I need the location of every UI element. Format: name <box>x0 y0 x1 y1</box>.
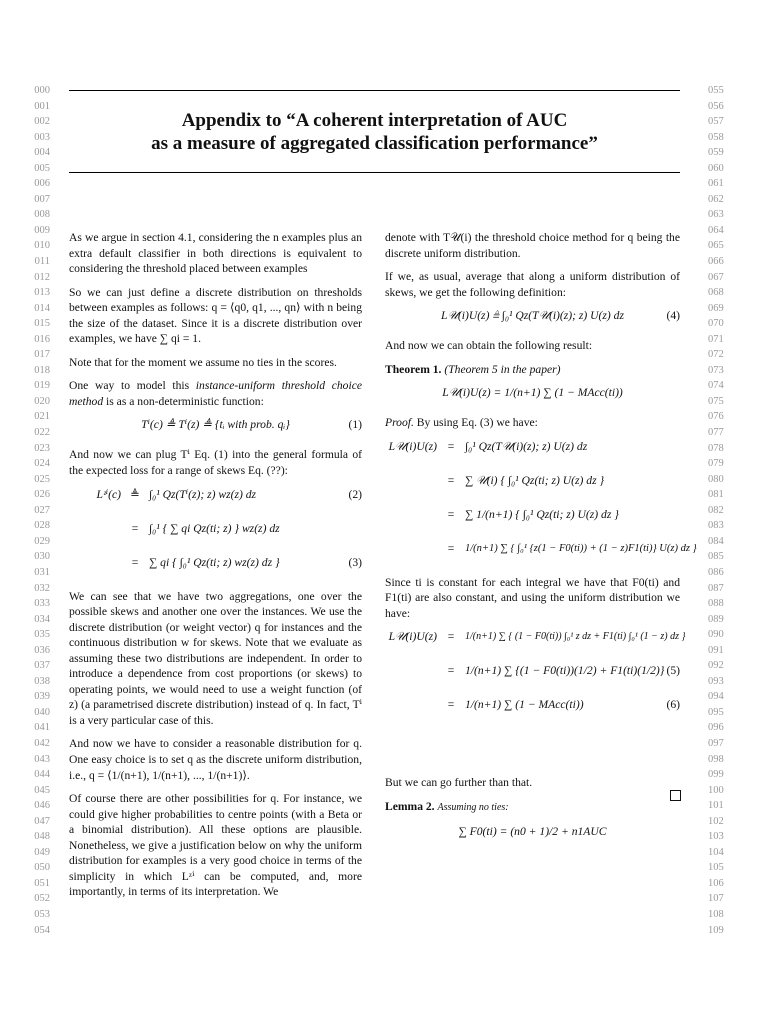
line-number: 052 <box>34 893 50 905</box>
line-number: 024 <box>34 458 50 470</box>
proof-row: = ∑ 1/(n+1) { ∫₀¹ Qz(ti; z) U(z) dz } <box>447 507 619 521</box>
proof-row: L𝒰(i)U(z) = ∫₀¹ Qz(T𝒰(i)(z); z) U(z) dz <box>388 439 588 453</box>
line-number: 014 <box>34 302 50 314</box>
paragraph: As we argue in section 4.1, considering the n examples plus an extra default classifier in both directions is equivalent to considering the threshold placed between examples <box>69 231 362 276</box>
line-number: 065 <box>708 240 724 252</box>
line-number: 081 <box>708 489 724 501</box>
equation-6: = 1/(n+1) ∑ (1 − MAcc(ti)) (6) <box>447 698 680 712</box>
paragraph: But we can go further than that. <box>385 776 533 790</box>
theorem-equation: L𝒰(i)U(z) = 1/(n+1) ∑ (1 − MAcc(ti)) <box>442 386 623 400</box>
line-number: 085 <box>708 551 724 563</box>
line-number: 066 <box>708 256 724 268</box>
line-number: 050 <box>34 862 50 874</box>
line-number: 005 <box>34 162 50 174</box>
equation-1: Tⁱ(c) ≜ Tⁱ(z) ≜ {tᵢ with prob. qᵢ} (1) <box>141 418 362 432</box>
line-number: 108 <box>708 908 724 920</box>
line-number: 035 <box>34 629 50 641</box>
paragraph: Since ti is constant for each integral we have that F0(ti) and F1(ti) are also constant, and using the uniform distribution we have: <box>385 575 680 620</box>
paragraph: Of course there are other possibilities for q. For instance, we could give higher probabilities to centre points (with a Beta or a binomial distribution). All these options are plausible. Nonetheless, we give a justification below on why the uniform distribution for examples is a very good choice in terms of the simplicity in which Lᶻⁱ can be computed, and, more importantly, in terms of its interpretation. We <box>69 792 362 899</box>
line-number: 064 <box>708 224 724 236</box>
line-number: 023 <box>34 442 50 454</box>
line-number: 089 <box>708 613 724 625</box>
line-number: 103 <box>708 831 724 843</box>
line-number: 086 <box>708 566 724 578</box>
paragraph: And now we can plug Tⁱ Eq. (1) into the general formula of the expected loss for a range of skews Eq. (??): <box>69 448 362 478</box>
equation-4: L𝒰(i)U(z) ≜ ∫₀¹ Qz(T𝒰(i)(z); z) U(z) dz (4) <box>441 309 680 323</box>
line-numbers-right <box>708 83 738 938</box>
line-numbers-left <box>20 83 50 938</box>
line-number: 022 <box>34 427 50 439</box>
line-number: 033 <box>34 598 50 610</box>
line-number: 034 <box>34 613 50 625</box>
qed-box <box>670 790 681 801</box>
line-number: 016 <box>34 333 50 345</box>
line-number: 075 <box>708 395 724 407</box>
line-number: 101 <box>708 800 724 812</box>
line-number: 031 <box>34 566 50 578</box>
line-number: 019 <box>34 380 50 392</box>
equation-number: (2) <box>348 487 362 501</box>
line-number: 070 <box>708 318 724 330</box>
line-number: 020 <box>34 395 50 407</box>
proof-row: = 1/(n+1) ∑ { ∫₀¹ {z(1 − F0(ti)) + (1 − z)F1(ti)} U(z) dz } <box>447 541 697 555</box>
line-number: 004 <box>34 147 50 159</box>
line-number: 084 <box>708 535 724 547</box>
line-number: 090 <box>708 629 724 641</box>
top-rule <box>69 90 680 91</box>
proof-row: = ∑ 𝒰(i) { ∫₀¹ Qz(ti; z) U(z) dz } <box>447 473 605 487</box>
equation-2b: = ∫₀¹ { ∑ qi Qz(ti; z) } wz(z) dz <box>131 521 280 535</box>
title-bottom-rule <box>69 172 680 173</box>
paragraph: And now we have to consider a reasonable distribution for q. One easy choice is to set q as the discrete uniform distribution, i.e., q = ⟨1/(n+1), 1/(n+1), ..., 1/(n+1)⟩. <box>69 737 362 782</box>
line-number: 045 <box>34 784 50 796</box>
line-number: 083 <box>708 520 724 532</box>
line-number: 077 <box>708 427 724 439</box>
line-number: 063 <box>708 209 724 221</box>
proof: Proof. By using Eq. (3) we have: <box>385 416 538 430</box>
line-number: 105 <box>708 862 724 874</box>
line-number: 037 <box>34 660 50 672</box>
left-column <box>69 230 362 908</box>
line-number: 055 <box>708 85 724 96</box>
line-number: 080 <box>708 473 724 485</box>
paragraph: Note that for the moment we assume no ties in the scores. <box>69 355 337 369</box>
line-number: 071 <box>708 333 724 345</box>
line-number: 098 <box>708 753 724 765</box>
line-number: 094 <box>708 691 724 703</box>
line-number: 041 <box>34 722 50 734</box>
line-number: 087 <box>708 582 724 594</box>
line-number: 028 <box>34 520 50 532</box>
line-number: 082 <box>708 504 724 516</box>
line-number: 057 <box>708 116 724 128</box>
equation-number: (3) <box>348 555 362 569</box>
lemma-equation: ∑ F0(ti) = (n0 + 1)/2 + n1AUC <box>458 824 607 838</box>
line-number: 059 <box>708 147 724 159</box>
line-number: 018 <box>34 364 50 376</box>
title-line-1: Appendix to “A coherent interpretation of AUC <box>181 110 568 131</box>
equation-row: L𝒰(i)U(z) = 1/(n+1) ∑ { (1 − F0(ti)) ∫₀¹ z dz + F1(ti) ∫₀¹ (1 − z) dz } <box>388 630 686 644</box>
line-number: 067 <box>708 271 724 283</box>
line-number: 051 <box>34 877 50 889</box>
line-number: 000 <box>34 85 50 96</box>
line-number: 095 <box>708 706 724 718</box>
line-number: 043 <box>34 753 50 765</box>
line-number: 093 <box>708 675 724 687</box>
line-number: 053 <box>34 908 50 920</box>
line-number: 021 <box>34 411 50 423</box>
right-column <box>385 230 697 854</box>
line-number: 025 <box>34 473 50 485</box>
line-number: 007 <box>34 193 50 205</box>
line-number: 049 <box>34 846 50 858</box>
line-number: 011 <box>34 256 50 268</box>
lemma: Lemma 2. Assuming no ties: <box>385 800 509 814</box>
line-number: 091 <box>708 644 724 656</box>
line-number: 061 <box>708 178 724 190</box>
line-number: 078 <box>708 442 724 454</box>
line-number: 010 <box>34 240 50 252</box>
line-number: 056 <box>708 100 724 112</box>
line-number: 015 <box>34 318 50 330</box>
line-number: 099 <box>708 769 724 781</box>
line-number: 017 <box>34 349 50 361</box>
line-number: 038 <box>34 675 50 687</box>
line-number: 054 <box>34 924 50 936</box>
line-number: 042 <box>34 737 50 749</box>
line-number: 036 <box>34 644 50 656</box>
line-number: 048 <box>34 831 50 843</box>
line-number: 009 <box>34 224 50 236</box>
line-number: 039 <box>34 691 50 703</box>
line-number: 027 <box>34 504 50 516</box>
theorem: Theorem 1. (Theorem 5 in the paper) <box>385 362 561 376</box>
line-number: 076 <box>708 411 724 423</box>
paragraph: One way to model this instance-uniform threshold choice method is as a non-deterministic function: <box>69 379 362 408</box>
equation-number: (6) <box>666 698 680 712</box>
paragraph: And now we can obtain the following result: <box>385 339 593 353</box>
line-number: 088 <box>708 598 724 610</box>
title-line-2: as a measure of aggregated classification performance” <box>151 133 598 154</box>
line-number: 029 <box>34 535 50 547</box>
line-number: 040 <box>34 706 50 718</box>
paragraph: So we can just define a discrete distribution on thresholds between examples as follows: q = ⟨q0, q1, ..., qn⟩ with n being the size of the dataset. Since it is a discrete distribution over examples, we have ∑ qi = 1. <box>69 285 362 346</box>
line-number: 008 <box>34 209 50 221</box>
line-number: 107 <box>708 893 724 905</box>
line-number: 073 <box>708 364 724 376</box>
paragraph: If we, as usual, average that along a uniform distribution of skews, we get the following definition: <box>385 270 680 299</box>
line-number: 047 <box>34 815 50 827</box>
line-number: 106 <box>708 877 724 889</box>
line-number: 092 <box>708 660 724 672</box>
line-number: 001 <box>34 100 50 112</box>
line-number: 003 <box>34 131 50 143</box>
line-number: 062 <box>708 193 724 205</box>
line-number: 058 <box>708 131 724 143</box>
line-number: 079 <box>708 458 724 470</box>
line-number: 013 <box>34 287 50 299</box>
equation-5: = 1/(n+1) ∑ {(1 − F0(ti))(1/2) + F1(ti)(1/2)} (5) <box>447 664 680 678</box>
line-number: 026 <box>34 489 50 501</box>
paper-title <box>69 109 680 155</box>
line-number: 072 <box>708 349 724 361</box>
line-number: 068 <box>708 287 724 299</box>
equation-2: Lᶻⁱ(c) ≜ ∫₀¹ Qz(Tⁱ(z); z) wz(z) dz (2) <box>96 487 362 501</box>
line-number: 104 <box>708 846 724 858</box>
line-number: 006 <box>34 178 50 190</box>
paragraph: We can see that we have two aggregations, one over the possible skews and another one over the instances. We use the discrete distribution (or weight vector) q for instances and the continuous distribution w for skews. Note that we evaluate as assuming these two distributions are independent. In order to introduce a dependence from cost proportions (or skews) to operating points, we would need to use a weight function (of z) (a parametrised discrete distribution) instead of q. In fact, Tⁱ is a very particular case of this. <box>69 589 362 727</box>
line-number: 012 <box>34 271 50 283</box>
line-number: 109 <box>708 924 724 936</box>
equation-number: (4) <box>666 309 680 323</box>
line-number: 074 <box>708 380 724 392</box>
equation-number: (5) <box>666 664 680 678</box>
line-number: 069 <box>708 302 724 314</box>
line-number: 046 <box>34 800 50 812</box>
line-number: 002 <box>34 116 50 128</box>
line-number: 096 <box>708 722 724 734</box>
equation-3: = ∑ qi { ∫₀¹ Qz(ti; z) wz(z) dz } (3) <box>131 555 362 569</box>
line-number: 102 <box>708 815 724 827</box>
line-number: 100 <box>708 784 724 796</box>
line-number: 030 <box>34 551 50 563</box>
line-number: 044 <box>34 769 50 781</box>
paragraph: denote with T𝒰(i) the threshold choice method for q being the discrete uniform distribution. <box>385 231 680 260</box>
line-number: 060 <box>708 162 724 174</box>
equation-number: (1) <box>348 418 362 432</box>
line-number: 032 <box>34 582 50 594</box>
line-number: 097 <box>708 737 724 749</box>
